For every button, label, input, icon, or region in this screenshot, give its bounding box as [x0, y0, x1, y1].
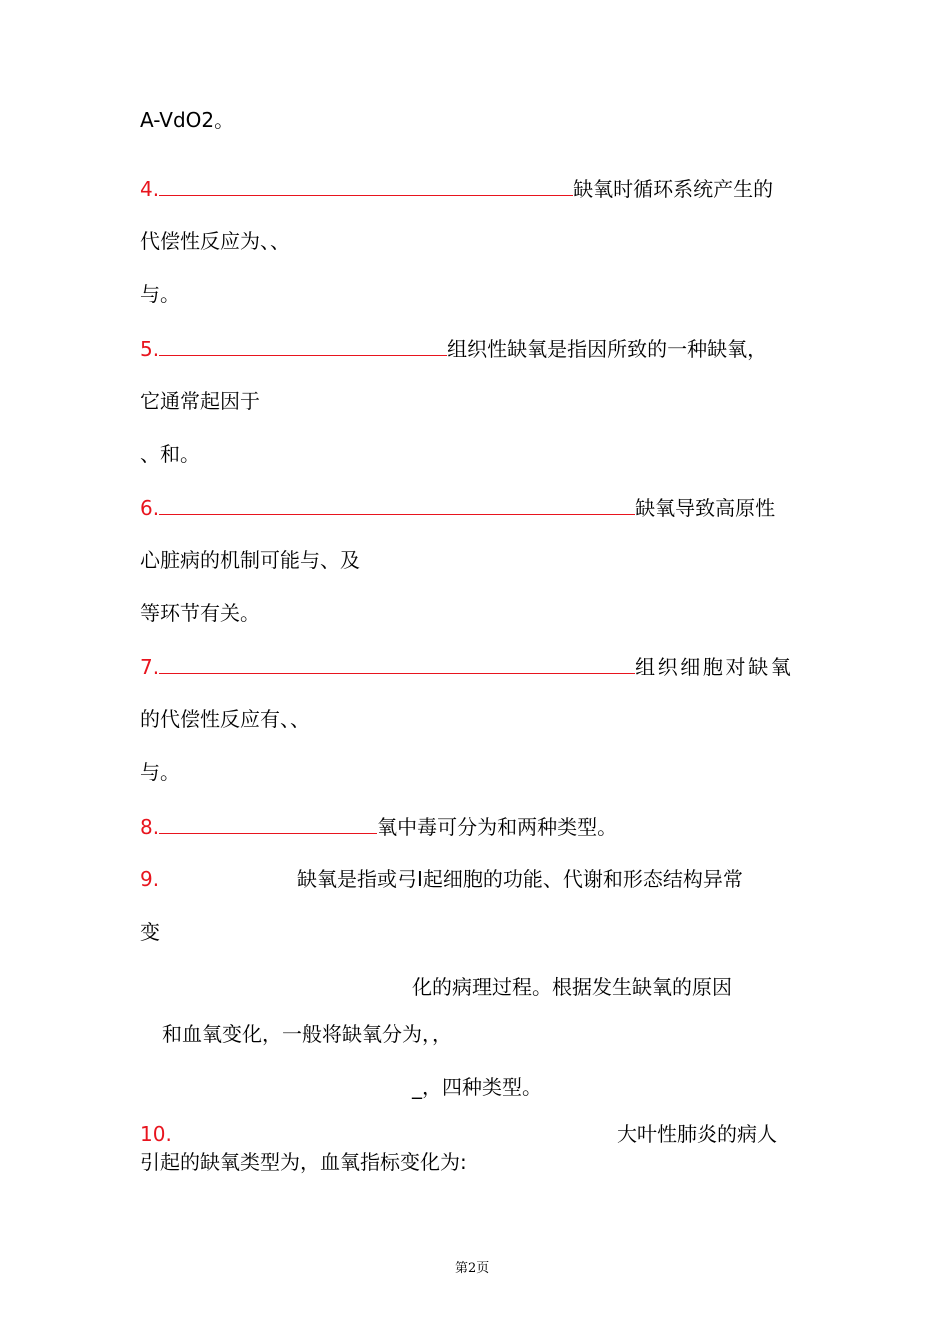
text-line: _，四种类型。 [412, 1075, 542, 1099]
text-line: 变 [140, 920, 160, 944]
answer-blank [159, 335, 447, 356]
question-number: 8. [140, 815, 160, 839]
page-number: 第2页 [455, 1261, 490, 1276]
answer-blank [159, 653, 635, 674]
text-line: 心脏病的机制可能与、及 [140, 548, 360, 572]
answer-blank [159, 494, 635, 515]
text-line: 的代偿性反应有、、 [140, 707, 310, 731]
question-4 [140, 175, 773, 202]
question-text: 氧中毒可分为和两种类型。 [377, 815, 618, 839]
text-line: 和血氧变化，一般将缺氧分为，， [162, 1022, 452, 1046]
question-number: 10. [140, 1122, 172, 1146]
question-text: 缺氧时循环系统产生的 [573, 177, 774, 201]
answer-blank [159, 175, 573, 196]
question-5 [140, 335, 767, 362]
question-10 [140, 1121, 172, 1147]
text-line: 代偿性反应为、、 [140, 229, 290, 253]
text-line: 引起的缺氧类型为，血氧指标变化为: [140, 1150, 467, 1174]
question-10-text: 大叶性肺炎的病人 [617, 1122, 777, 1146]
text-line: 等环节有关。 [140, 601, 260, 625]
question-9 [140, 866, 159, 892]
text-line: 它通常起因于 [140, 389, 260, 413]
question-text: 组织性缺氧是指因所致的一种缺氧， [447, 337, 768, 361]
question-7 [140, 653, 793, 680]
question-6 [140, 494, 775, 521]
question-number: 9. [140, 867, 160, 891]
question-number: 6. [140, 496, 160, 520]
question-number: 5. [140, 337, 160, 361]
text-line: 与。 [140, 282, 180, 306]
answer-blank [159, 813, 377, 834]
question-8 [140, 813, 617, 840]
text-line: A-VdO2。 [140, 108, 235, 132]
question-number: 7. [140, 655, 160, 679]
question-number: 4. [140, 177, 160, 201]
text-line: 与。 [140, 760, 180, 784]
question-text: 组织细胞对缺氧 [635, 655, 794, 679]
question-9-text: 缺氧是指或弓I起细胞的功能、代谢和形态结构异常 [297, 867, 743, 891]
text-line: 化的病理过程。根据发生缺氧的原因 [412, 975, 732, 999]
question-text: 缺氧导致高原性 [635, 496, 776, 520]
text-line: 、和。 [140, 442, 200, 466]
